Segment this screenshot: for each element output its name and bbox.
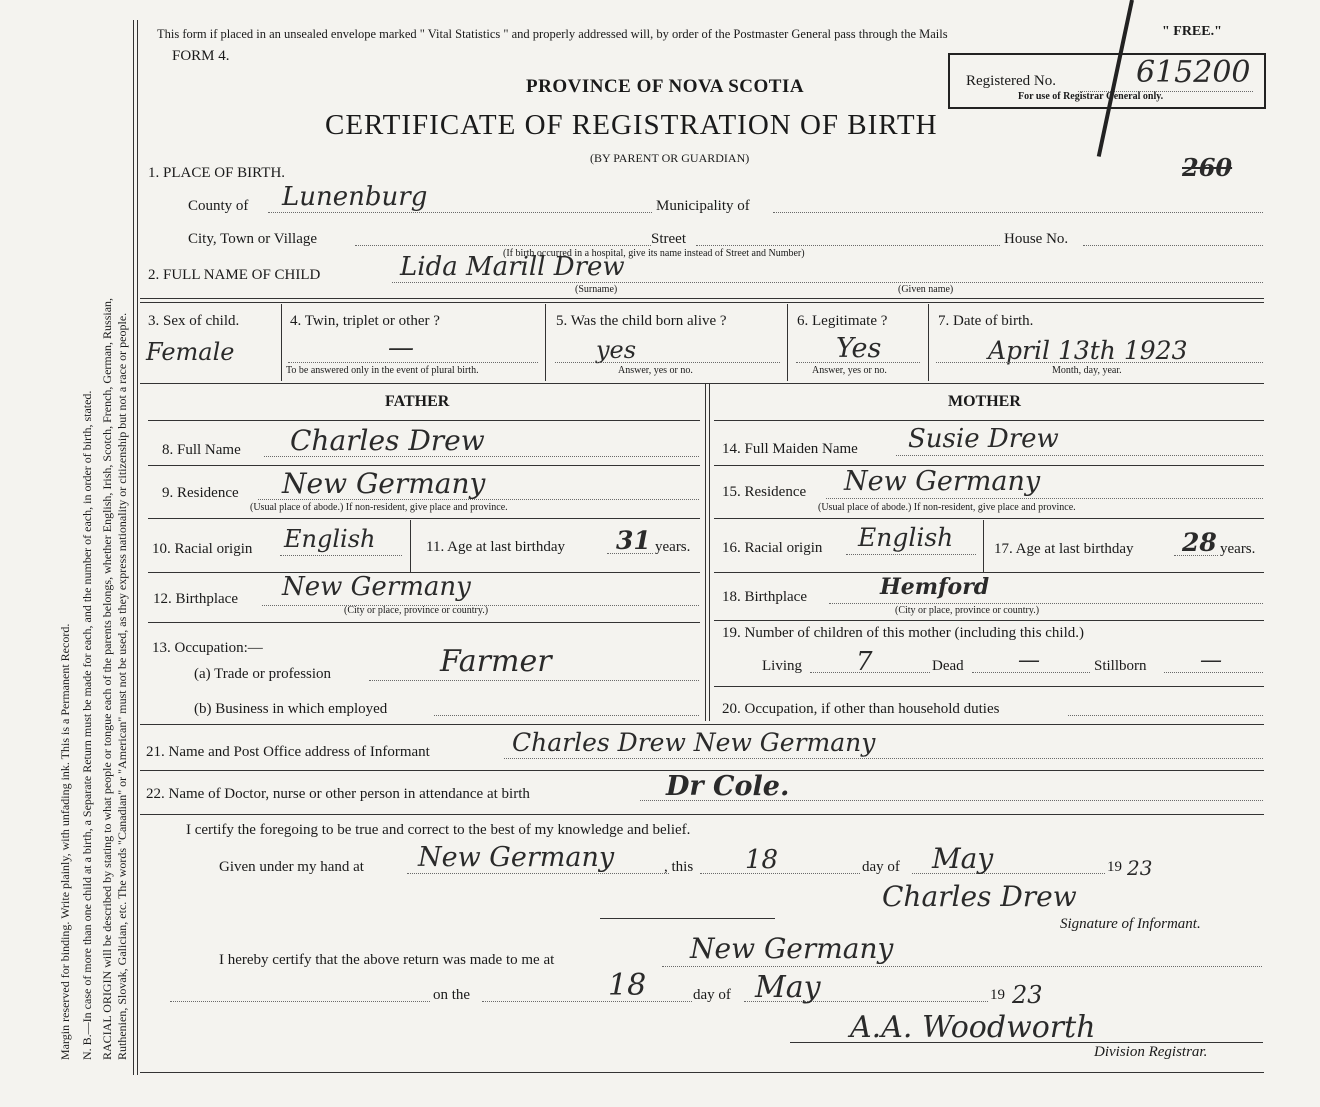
dead-label: Dead <box>932 658 964 674</box>
stillborn-label: Stillborn <box>1094 658 1147 674</box>
informant-signature: Charles Drew <box>882 880 1077 913</box>
mother-birthplace-value: Hemford <box>880 574 990 600</box>
registrar-signature: A.A. Woodworth <box>850 1010 1096 1045</box>
informant-line <box>504 758 1263 759</box>
registrar-place-value: New Germany <box>690 932 894 965</box>
binding-margin-line <box>133 20 134 1075</box>
alive-label: 5. Was the child born alive ? <box>556 313 727 329</box>
mother-heading: MOTHER <box>948 393 1021 410</box>
legitimate-line <box>796 362 920 363</box>
mother-name-label: 14. Full Maiden Name <box>722 441 858 457</box>
child-name-label: 2. FULL NAME OF CHILD <box>148 267 321 283</box>
father-racial-line <box>280 555 402 556</box>
street-line <box>696 245 1000 246</box>
binding-margin-line-2 <box>137 20 138 1075</box>
municipality-line <box>773 212 1263 213</box>
hospital-note: (If birth occurred in a hospital, give its name instead of Street and Number) <box>503 248 805 259</box>
mother-age-years: years. <box>1220 541 1256 557</box>
city-line <box>355 245 651 246</box>
divider-sex-twin <box>281 304 282 381</box>
certify-statement: I certify the foregoing to be true and correct to the best of my knowledge and belief. <box>186 822 691 838</box>
rule-below-headings-left <box>148 420 700 421</box>
mother-children-label: 19. Number of children of this mother (including this child.) <box>722 625 1085 641</box>
stamp-number: 260 <box>1182 153 1233 182</box>
dob-line <box>936 362 1263 363</box>
postal-notice: This form if placed in an unsealed envelope marked " Vital Statistics " and properly addressed will, by order of the Postmaster General pass through the Mails <box>157 27 948 41</box>
dob-label: 7. Date of birth. <box>938 313 1034 329</box>
certificate-title: CERTIFICATE OF REGISTRATION OF BIRTH <box>325 109 938 141</box>
margin-note-binding: Margin reserved for binding. Write plainly, with unfading ink. This is a Permanent Record. <box>58 623 72 1060</box>
divider-father-race-age <box>410 520 411 572</box>
given-month-value: May <box>932 842 994 875</box>
free-label: " FREE." <box>1162 24 1222 39</box>
living-value: 7 <box>856 647 873 677</box>
mother-racial-label: 16. Racial origin <box>722 540 823 556</box>
dob-value: April 13th 1923 <box>988 336 1188 365</box>
twin-line <box>288 362 538 363</box>
certificate-subtitle: (BY PARENT OR GUARDIAN) <box>590 151 750 165</box>
place-of-birth-heading: 1. PLACE OF BIRTH. <box>148 165 286 181</box>
reg-day-of-label: day of <box>693 987 731 1003</box>
father-age-label: 11. Age at last birthday <box>426 539 565 555</box>
alive-value: yes <box>596 336 637 364</box>
reg-year-value: 23 <box>1012 981 1043 1009</box>
sex-label: 3. Sex of child. <box>148 313 240 329</box>
father-business-label: (b) Business in which employed <box>194 701 388 717</box>
registered-value: 615200 <box>1136 55 1251 90</box>
registrar-signature-label: Division Registrar. <box>1094 1044 1208 1060</box>
reg-year-prefix: 19 <box>990 987 1005 1003</box>
year-prefix: 19 <box>1107 859 1122 875</box>
margin-note-multiple-births: N. B.—In case of more than one child at a birth, a Separate Return must be made for each, and the number of each, in order of birth, stated. <box>80 390 94 1060</box>
father-business-line <box>434 715 699 716</box>
doctor-value: Dr Cole. <box>666 771 790 802</box>
mother-name-line <box>896 455 1263 456</box>
legitimate-value: Yes <box>836 333 882 364</box>
this-label: , this <box>664 859 694 875</box>
mother-name-value: Susie Drew <box>908 424 1059 454</box>
mother-birthplace-line <box>829 603 1263 604</box>
day-of-label: day of <box>862 859 900 875</box>
county-label: County of <box>188 198 249 214</box>
father-age-value: 31 <box>616 526 651 555</box>
father-residence-value: New Germany <box>282 467 486 500</box>
registrar-place-line <box>662 966 1262 967</box>
reg-month-value: May <box>755 970 821 1005</box>
divider-legit-dob <box>928 304 929 381</box>
parents-divider-2 <box>709 384 710 721</box>
rule-father-residence <box>148 518 700 519</box>
surname-note: (Surname) <box>575 284 618 295</box>
mother-residence-note: (Usual place of abode.) If non-resident, give place and province. <box>818 502 1076 513</box>
father-racial-label: 10. Racial origin <box>152 541 253 557</box>
municipality-label: Municipality of <box>656 198 750 214</box>
alive-note: Answer, yes or no. <box>618 365 693 376</box>
father-birthplace-label: 12. Birthplace <box>153 591 238 607</box>
mother-birthplace-note: (City or place, province or country.) <box>895 605 1040 616</box>
signature-line <box>600 918 775 919</box>
father-name-value: Charles Drew <box>290 424 485 457</box>
father-age-years: years. <box>655 539 691 555</box>
given-day-value: 18 <box>745 845 779 875</box>
county-value: Lunenburg <box>282 182 428 212</box>
divider-alive-legit <box>787 304 788 381</box>
divider-mother-race-age <box>983 520 984 572</box>
father-name-label: 8. Full Name <box>162 442 241 458</box>
house-line <box>1083 245 1263 246</box>
on-the-label: on the <box>433 987 471 1003</box>
mother-residence-label: 15. Residence <box>722 484 807 500</box>
mother-age-label: 17. Age at last birthday <box>994 541 1134 557</box>
margin-note-racial-origin-2: Ruthenien, Slovak, Galician, etc. The words "Canadian" or "American" must not be used, as they express nationality or citizenship but not a race or people. <box>115 312 129 1060</box>
registrar-note: For use of Registrar General only. <box>1018 91 1164 102</box>
given-label: Given under my hand at <box>219 859 364 875</box>
registered-number-box <box>948 53 1266 109</box>
mother-racial-line <box>846 554 976 555</box>
twin-label: 4. Twin, triplet or other ? <box>290 313 440 329</box>
child-name-line <box>392 282 1263 283</box>
rule-above-child-details-2 <box>140 302 1264 303</box>
father-trade-line <box>369 680 699 681</box>
rule-father-name <box>148 465 700 466</box>
father-heading: FATHER <box>385 393 450 410</box>
rule-mother-race <box>714 572 1264 573</box>
father-residence-label: 9. Residence <box>162 485 239 501</box>
street-label: Street <box>651 231 686 247</box>
living-label: Living <box>762 658 802 674</box>
mother-residence-value: New Germany <box>844 466 1041 497</box>
rule-below-parents <box>140 724 1264 725</box>
given-year-value: 23 <box>1127 856 1153 880</box>
reg-day-value: 18 <box>608 968 647 1003</box>
mother-racial-value: English <box>858 523 954 552</box>
on-the-leading-line <box>170 1001 430 1002</box>
father-trade-label: (a) Trade or profession <box>194 666 332 682</box>
province-heading: PROVINCE OF NOVA SCOTIA <box>526 76 805 97</box>
margin-note-racial-origin-1: RACIAL ORIGIN will be described by stating to what people or tongue each of the parents belongs, whether English, Irish, Scotch, French, German, Russian, <box>100 297 114 1060</box>
doctor-label: 22. Name of Doctor, nurse or other person in attendance at birth <box>146 786 530 802</box>
form-number: FORM 4. <box>172 48 230 64</box>
city-label: City, Town or Village <box>188 231 318 247</box>
informant-label: 21. Name and Post Office address of Informant <box>146 744 430 760</box>
rule-below-headings-right <box>714 420 1264 421</box>
house-label: House No. <box>1004 231 1069 247</box>
given-place-line <box>407 873 669 874</box>
informant-value: Charles Drew New Germany <box>512 728 876 757</box>
father-racial-value: English <box>284 525 376 553</box>
father-residence-note: (Usual place of abode.) If non-resident, give place and province. <box>250 502 508 513</box>
father-trade-value: Farmer <box>440 644 552 679</box>
given-place-value: New Germany <box>418 842 615 873</box>
rule-father-birthplace <box>148 622 700 623</box>
father-birthplace-note: (City or place, province or country.) <box>344 605 489 616</box>
registrar-signature-line <box>790 1042 1263 1043</box>
legitimate-label: 6. Legitimate ? <box>797 313 888 329</box>
rule-mother-children <box>714 686 1264 687</box>
rule-mother-birthplace <box>714 620 1264 621</box>
twin-value: — <box>388 333 414 363</box>
mother-residence-line <box>826 498 1263 499</box>
rule-doctor <box>140 814 1264 815</box>
reg-day-line <box>482 1001 692 1002</box>
dob-note: Month, day, year. <box>1052 365 1122 376</box>
informant-signature-label: Signature of Informant. <box>1060 916 1201 932</box>
rule-mother-residence <box>714 518 1264 519</box>
county-line <box>268 212 652 213</box>
legitimate-note: Answer, yes or no. <box>812 365 887 376</box>
rule-above-parents <box>140 383 1264 384</box>
twin-note: To be answered only in the event of plural birth. <box>286 365 479 376</box>
mother-birthplace-label: 18. Birthplace <box>722 589 807 605</box>
form-bottom-rule <box>140 1072 1264 1073</box>
mother-occupation-line <box>1068 715 1263 716</box>
dead-value: — <box>1018 648 1040 673</box>
parents-divider <box>705 384 706 721</box>
registrar-statement: I hereby certify that the above return was made to me at <box>219 952 555 968</box>
father-occupation-label: 13. Occupation:— <box>152 640 263 656</box>
rule-above-child-details <box>140 298 1264 299</box>
registered-label: Registered No. <box>966 73 1056 89</box>
alive-line <box>555 362 780 363</box>
father-birthplace-value: New Germany <box>282 572 471 602</box>
given-name-note: (Given name) <box>898 284 954 295</box>
stillborn-value: — <box>1200 648 1222 673</box>
child-name-value: Lida Marill Drew <box>400 252 625 282</box>
mother-occupation-label: 20. Occupation, if other than household duties <box>722 701 1000 717</box>
sex-value: Female <box>146 338 235 366</box>
mother-age-value: 28 <box>1182 528 1217 557</box>
given-day-line <box>700 873 860 874</box>
divider-twin-alive <box>545 304 546 381</box>
